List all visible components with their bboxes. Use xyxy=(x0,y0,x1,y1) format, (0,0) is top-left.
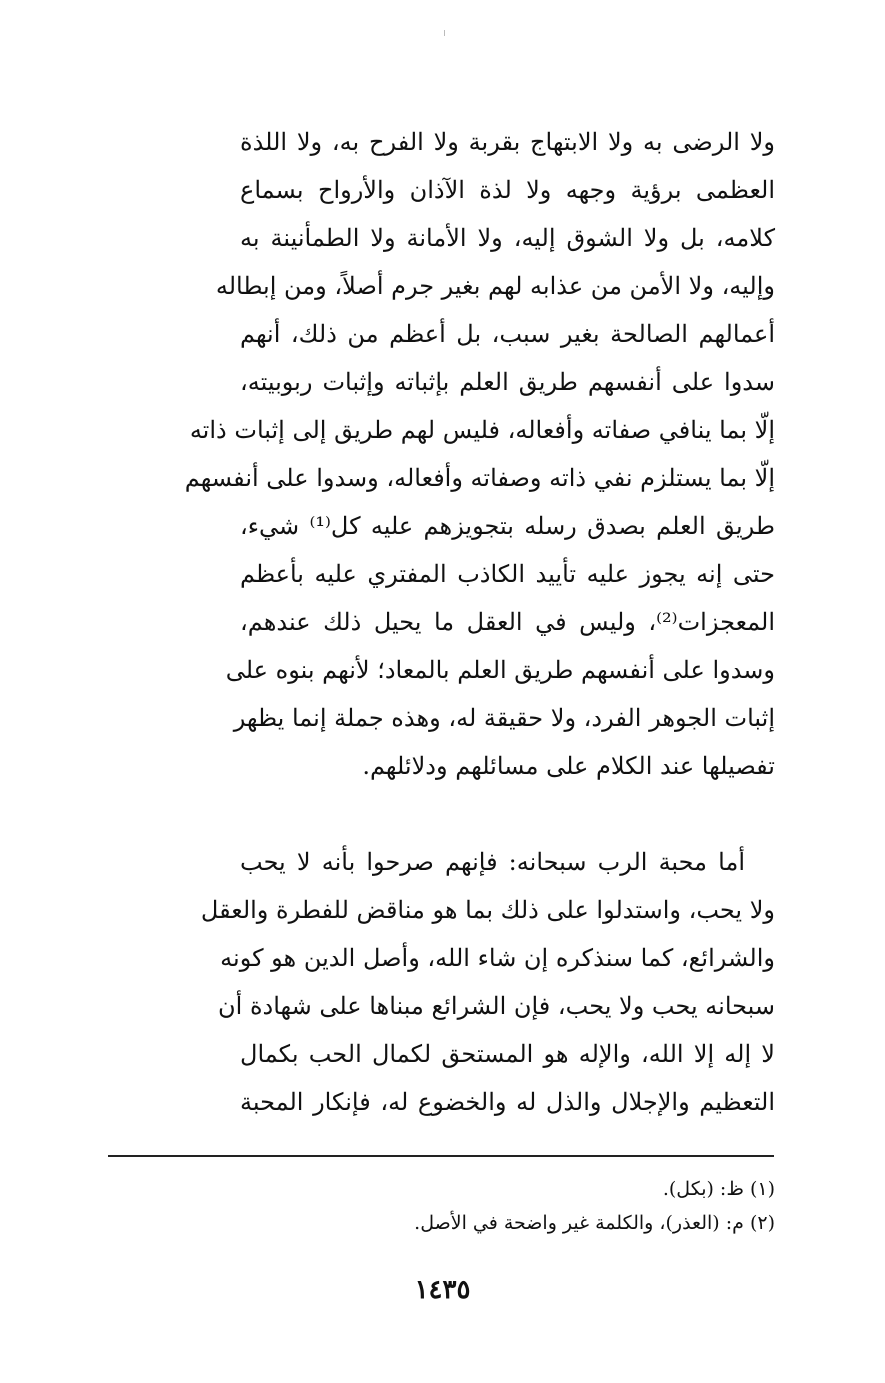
text-line: أما محبة الرب سبحانه: فإنهم صرحوا بأنه لا يحب xyxy=(240,848,745,876)
text-line: والشرائع، كما سنذكره إن شاء الله، وأصل الدين هو كونه xyxy=(220,944,775,972)
main-text xyxy=(184,118,776,1126)
top-center-mark xyxy=(444,30,445,36)
text-line: تفصيلها عند الكلام على مسائلهم ودلائلهم. xyxy=(362,752,775,780)
text-line: وإليه، ولا الأمن من عذابه لهم بغير جرم أصلاً، ومن إبطاله xyxy=(215,272,775,300)
text-line: إثبات الجوهر الفرد، ولا حقيقة له، وهذه جملة إنما يظهر xyxy=(233,704,775,732)
text-line: ولا الرضى به ولا الابتهاج بقربة ولا الفرح به، ولا اللذة xyxy=(240,128,775,156)
paragraph-2 xyxy=(200,838,775,1126)
page-number: ١٤٣٥ xyxy=(414,1275,471,1305)
footnotes xyxy=(240,1172,775,1240)
text-line: سبحانه يحب ولا يحب، فإن الشرائع مبناها على شهادة أن xyxy=(218,992,775,1020)
text-line: التعظيم والإجلال والذل له والخضوع له، فإنكار المحبة xyxy=(240,1088,775,1116)
text-line: طريق العلم بصدق رسله بتجويزهم عليه كل⁽¹⁾ شيء، xyxy=(240,512,776,540)
text-line: وسدوا على أنفسهم طريق العلم بالمعاد؛ لأنهم بنوه على xyxy=(225,656,775,684)
footnote-2: (٢) م: (العذر)، والكلمة غير واضحة في الأصل. xyxy=(414,1212,775,1234)
text-line: كلامه، بل ولا الشوق إليه، ولا الأمانة ولا الطمأنينة به xyxy=(240,224,775,252)
text-line: سدوا على أنفسهم طريق العلم بإثباته وإثبات ربوبيته، xyxy=(240,368,775,396)
footnote-1: (١) ظ: (بكل). xyxy=(662,1178,775,1200)
text-line: أعمالهم الصالحة بغير سبب، بل أعظم من ذلك، أنهم xyxy=(240,320,775,348)
text-line: العظمى برؤية وجهه ولا لذة الآذان والأرواح بسماع xyxy=(240,176,775,204)
text-line: لا إله إلا الله، والإله هو المستحق لكمال الحب بكمال xyxy=(240,1040,775,1068)
text-line: إلّا بما يستلزم نفي ذاته وصفاته وأفعاله، وسدوا على أنفسهم xyxy=(184,464,775,492)
footnote-divider xyxy=(108,1155,774,1157)
paragraph-1 xyxy=(184,118,776,790)
text-line: حتى إنه يجوز عليه تأييد الكاذب المفتري عليه بأعظم xyxy=(240,560,775,588)
text-line: المعجزات⁽²⁾، وليس في العقل ما يحيل ذلك عندهم، xyxy=(240,608,775,636)
text-line: إلّا بما ينافي صفاته وأفعاله، فليس لهم طريق إلى إثبات ذاته xyxy=(189,416,775,444)
text-line: ولا يحب، واستدلوا على ذلك بما هو مناقض للفطرة والعقل xyxy=(200,896,775,924)
